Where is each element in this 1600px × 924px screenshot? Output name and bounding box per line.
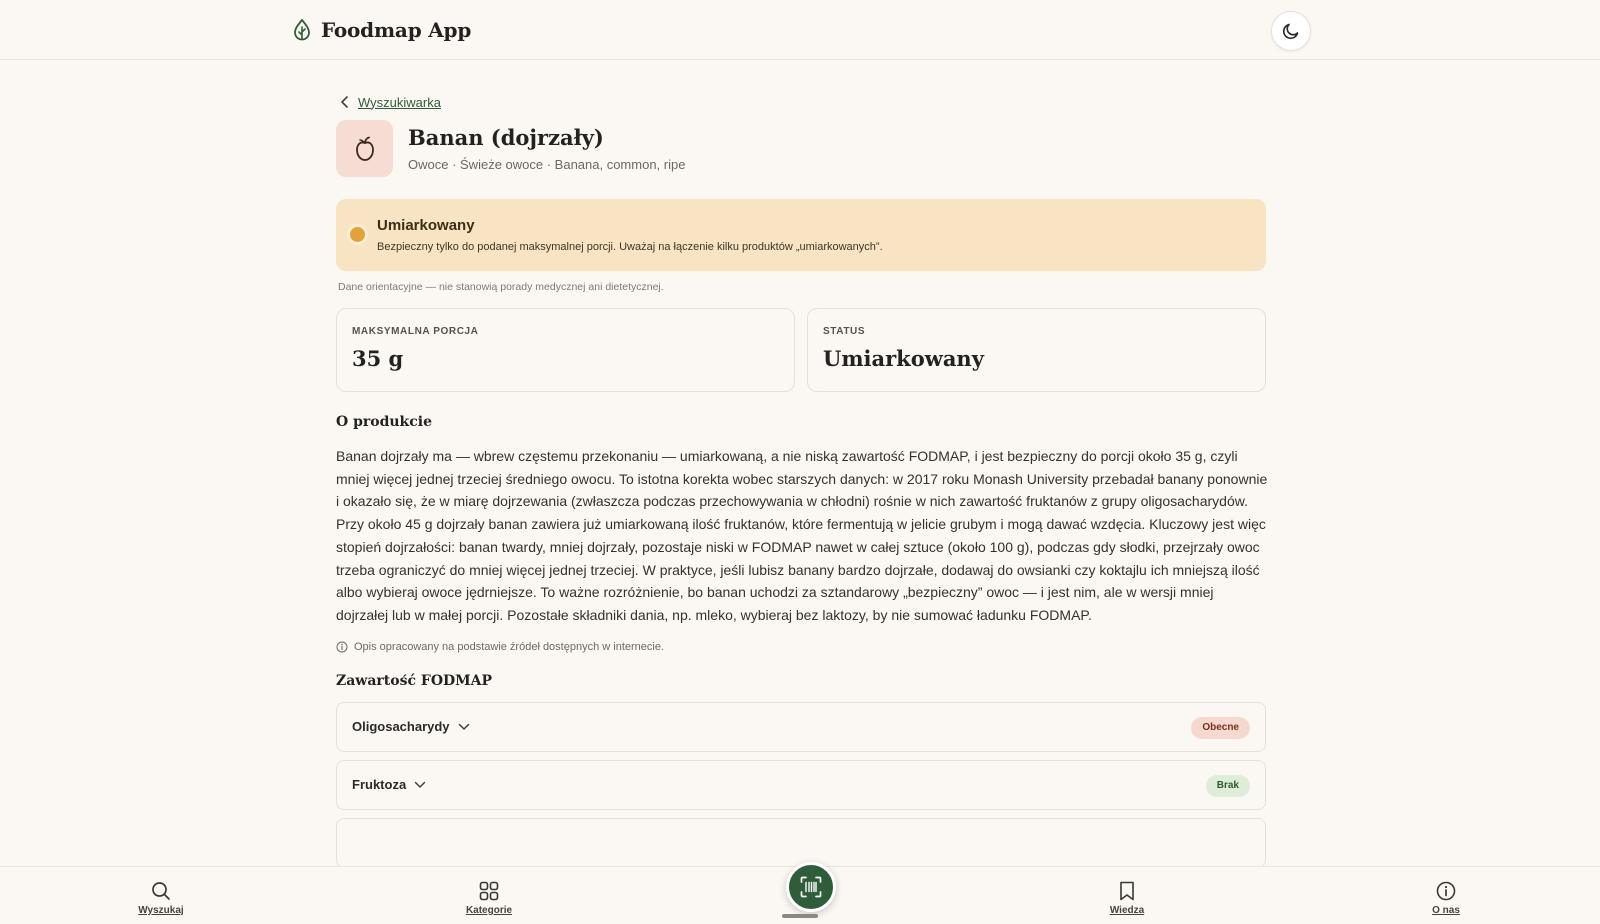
chevron-down-icon <box>458 723 470 731</box>
disclaimer: Dane orientacyjne — nie stanowią porady medycznej ani dietetycznej. <box>338 281 664 293</box>
max-portion-label: MAKSYMALNA PORCJA <box>352 326 479 337</box>
max-portion-card <box>336 308 795 392</box>
nav-knowledge-label: Wiedza <box>1109 905 1145 916</box>
status-alert-description: Bezpieczny tylko do podanej maksymalnej porcji. Uważaj na łączenie kilku produktów „umiarkowanych”. <box>377 241 883 253</box>
nav-about-label: O nas <box>1432 905 1460 916</box>
back-link[interactable]: Wyszukiwarka <box>358 94 441 110</box>
fruit-icon <box>354 136 376 162</box>
product-icon-tile <box>336 120 393 177</box>
bookmark-icon <box>1118 881 1136 901</box>
nav-categories-label: Kategorie <box>465 905 513 916</box>
status-dot <box>350 227 365 242</box>
nav-about[interactable] <box>1406 881 1486 916</box>
about-text: Banan dojrzały ma — wbrew częstemu przekonaniu — umiarkowaną, a nie niską zawartość FODMAP, i jest bezpieczny do porcji około 35 g, czyli mniej więcej jednej trzeciej średniego owocu. To istotna korekta wobec starszych danych: w 2017 roku Monash University przebadał banany ponownie i okazało się, że w miarę dojrzewania (zwłaszcza podczas przechowywania w chłodni) rośnie w nich zawartość fruktanów z grupy oligosacharydów. Przy około 45 g dojrzały banan zawiera już umiarkowaną ilość fruktanów, które fermentują w jelicie grubym i mogą dawać wzdęcia. Kluczowy jest więc stopień dojrzałości: banan twardy, mniej dojrzały, pozostaje niski w FODMAP nawet w całej sztuce (około 100 g), podczas gdy słodki, przejrzały owoc trzeba ograniczyć do mniej więcej jednej trzeciej. W praktyce, jeśli lubisz banany bardzo dojrzałe, dodawaj do owsianki czy koktajlu ich mniejszą ilość albo wybieraj owoce jędrniejsze. To ważne rozróżnienie, bo banan uchodzi za sztandarowy „bezpieczny” owoc — i jest nim, ale w wersji mniej dojrzałej lub w małej porcji. Pozostałe składniki dania, np. mleko, wybieraj bez laktozy, by nie sumować ładunku FODMAP. <box>336 448 1268 623</box>
chevron-down-icon <box>414 781 426 789</box>
status-label: STATUS <box>823 326 866 337</box>
barcode-scan-icon <box>800 876 822 898</box>
scan-indicator-bar <box>782 914 818 918</box>
product-title: Banan (dojrzały) <box>408 125 604 150</box>
breadcrumb[interactable] <box>340 92 1266 112</box>
max-portion-value: 35 g <box>352 346 404 371</box>
status-badge: Obecne <box>1191 717 1250 739</box>
product-header <box>336 120 1266 177</box>
app-title: Foodmap App <box>321 18 472 42</box>
stats-row <box>336 308 1266 392</box>
source-note-text: Opis opracowany na podstawie źródeł dostępnych w internecie. <box>354 640 665 653</box>
fodmap-title: Zawartość FODMAP <box>336 672 493 689</box>
main-content <box>336 92 1266 876</box>
status-alert-title: Umiarkowany <box>377 217 475 234</box>
leaf-drop-icon <box>293 19 311 41</box>
theme-toggle-button[interactable] <box>1271 11 1311 51</box>
fodmap-row-fructose[interactable] <box>336 760 1266 810</box>
top-bar <box>0 0 1600 60</box>
about-title: O produkcie <box>336 414 432 430</box>
status-badge: Brak <box>1206 775 1250 797</box>
chevron-left-icon <box>340 96 350 108</box>
fodmap-row-oligosaccharides[interactable] <box>336 702 1266 752</box>
grid-icon <box>479 881 499 901</box>
fodmap-item-name: Oligosacharydy <box>352 719 450 735</box>
source-note <box>336 641 1266 653</box>
status-card <box>807 308 1266 392</box>
status-value: Umiarkowany <box>823 346 984 371</box>
fodmap-row-partial[interactable] <box>336 818 1266 868</box>
nav-categories[interactable] <box>449 881 529 916</box>
nav-search-label: Wyszukaj <box>138 905 184 916</box>
nav-search[interactable] <box>121 881 201 916</box>
nav-knowledge[interactable] <box>1087 881 1167 916</box>
brand[interactable] <box>293 18 471 42</box>
search-icon <box>151 881 171 901</box>
fodmap-item-name: Fruktoza <box>352 777 407 793</box>
scan-button[interactable] <box>786 862 836 912</box>
info-icon <box>336 641 348 653</box>
moon-icon <box>1282 22 1300 40</box>
status-alert <box>336 199 1266 271</box>
info-icon <box>1436 881 1456 901</box>
product-meta: Owoce · Świeże owoce · Banana, common, ripe <box>408 157 686 172</box>
fodmap-list <box>336 702 1266 868</box>
